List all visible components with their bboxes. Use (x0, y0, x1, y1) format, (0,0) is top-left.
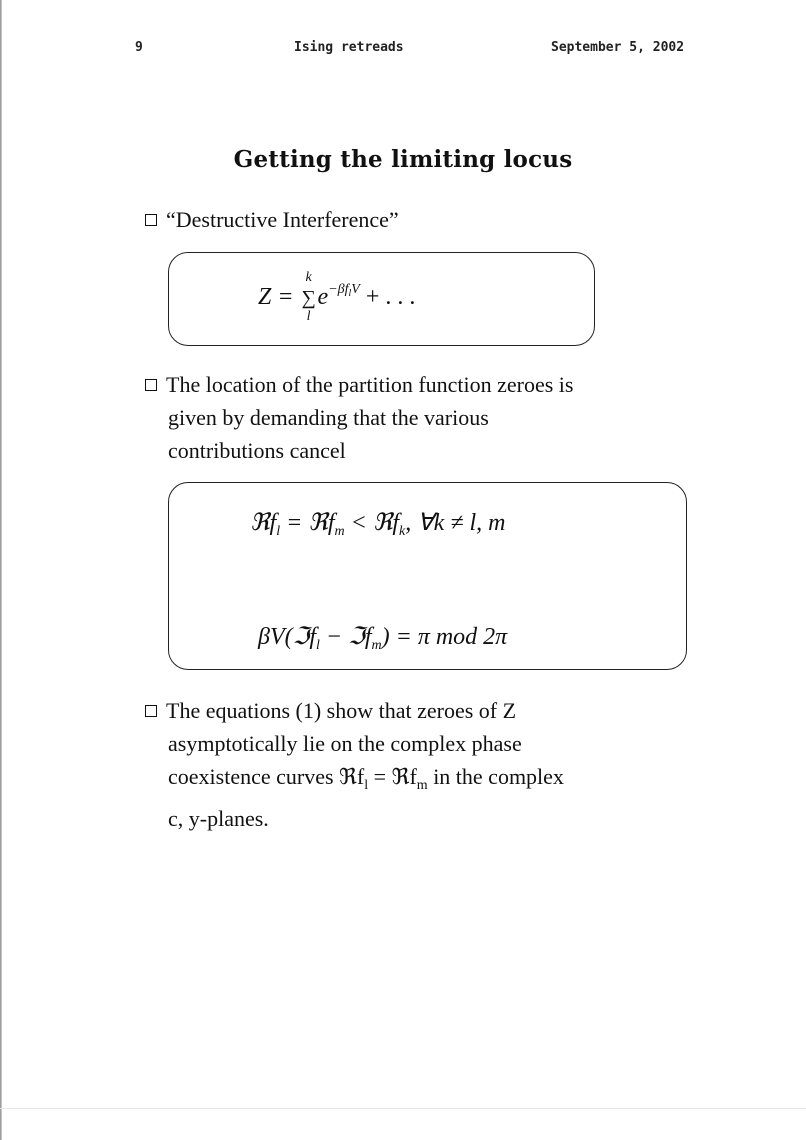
bullet-text-line-2: given by demanding that the various (168, 405, 489, 430)
sum-upper-limit: k (305, 270, 312, 285)
bullet-text-line-2: asymptotically lie on the complex phase (168, 731, 522, 756)
equation-imaginary-parts (258, 622, 507, 654)
eq2-sub-c: k (399, 524, 406, 539)
line3-part-a: coexistence curves ℜf (168, 764, 365, 789)
eq1-exponent-text: −βf (328, 282, 349, 297)
line3-part-c: in the complex (427, 764, 564, 789)
eq1-exponent-tail: V (351, 282, 360, 297)
sum-symbol: ∑ (301, 287, 316, 309)
bullet-partition-zeroes (145, 368, 573, 467)
sum-lower-limit: l (306, 309, 311, 324)
eq2-sub-a: l (276, 524, 281, 539)
eq1-exponent (328, 282, 360, 297)
bullet-equations-show (145, 694, 564, 835)
checkbox-icon (145, 379, 157, 391)
page-bottom-edge (0, 1108, 806, 1109)
bullet-text-line-3 (145, 760, 564, 802)
bullet-text-line-1: The equations (1) show that zeroes of Z (166, 698, 517, 723)
eq1-tail: + . . . (359, 284, 416, 310)
equation-real-parts (250, 508, 506, 540)
eq2-d: , ∀k ≠ l, m (405, 510, 506, 536)
bullet-text: “Destructive Interference” (166, 207, 399, 232)
summation-icon (301, 270, 316, 324)
bullet-text-line-3: contributions cancel (168, 438, 346, 463)
eq2-b: = ℜf (280, 510, 335, 536)
eq3-c: ) = π mod 2π (381, 624, 508, 650)
header-date: September 5, 2002 (551, 40, 685, 55)
eq2-c: < ℜf (344, 510, 400, 536)
equation-partition-function (258, 270, 416, 324)
eq1-lhs: Z = (258, 284, 300, 310)
line3-part-b: = ℜf (368, 764, 417, 789)
eq2-sub-b: m (334, 524, 345, 539)
eq3-b: − ℑf (319, 624, 372, 650)
bullet-text-line-1: The location of the partition function zeroes is (166, 372, 574, 397)
eq2-a: ℜf (250, 510, 277, 536)
eq3-a: βV(ℑf (258, 624, 317, 650)
running-title: Ising retreads (294, 40, 404, 55)
page-number: 9 (135, 40, 143, 55)
eq3-sub-b: m (371, 638, 382, 653)
bullet-text-line-4: c, y-planes. (168, 806, 269, 831)
line3-sub-l: l (364, 778, 369, 793)
line3-sub-m: m (416, 778, 428, 793)
eq3-sub-a: l (316, 638, 320, 653)
bullet-destructive-interference (145, 203, 399, 236)
checkbox-icon (145, 705, 157, 717)
eq1-exponent-sub: l (348, 288, 352, 299)
checkbox-icon (145, 214, 157, 226)
eq1-base: e (317, 284, 329, 310)
slide-title: Getting the limiting locus (233, 146, 573, 173)
